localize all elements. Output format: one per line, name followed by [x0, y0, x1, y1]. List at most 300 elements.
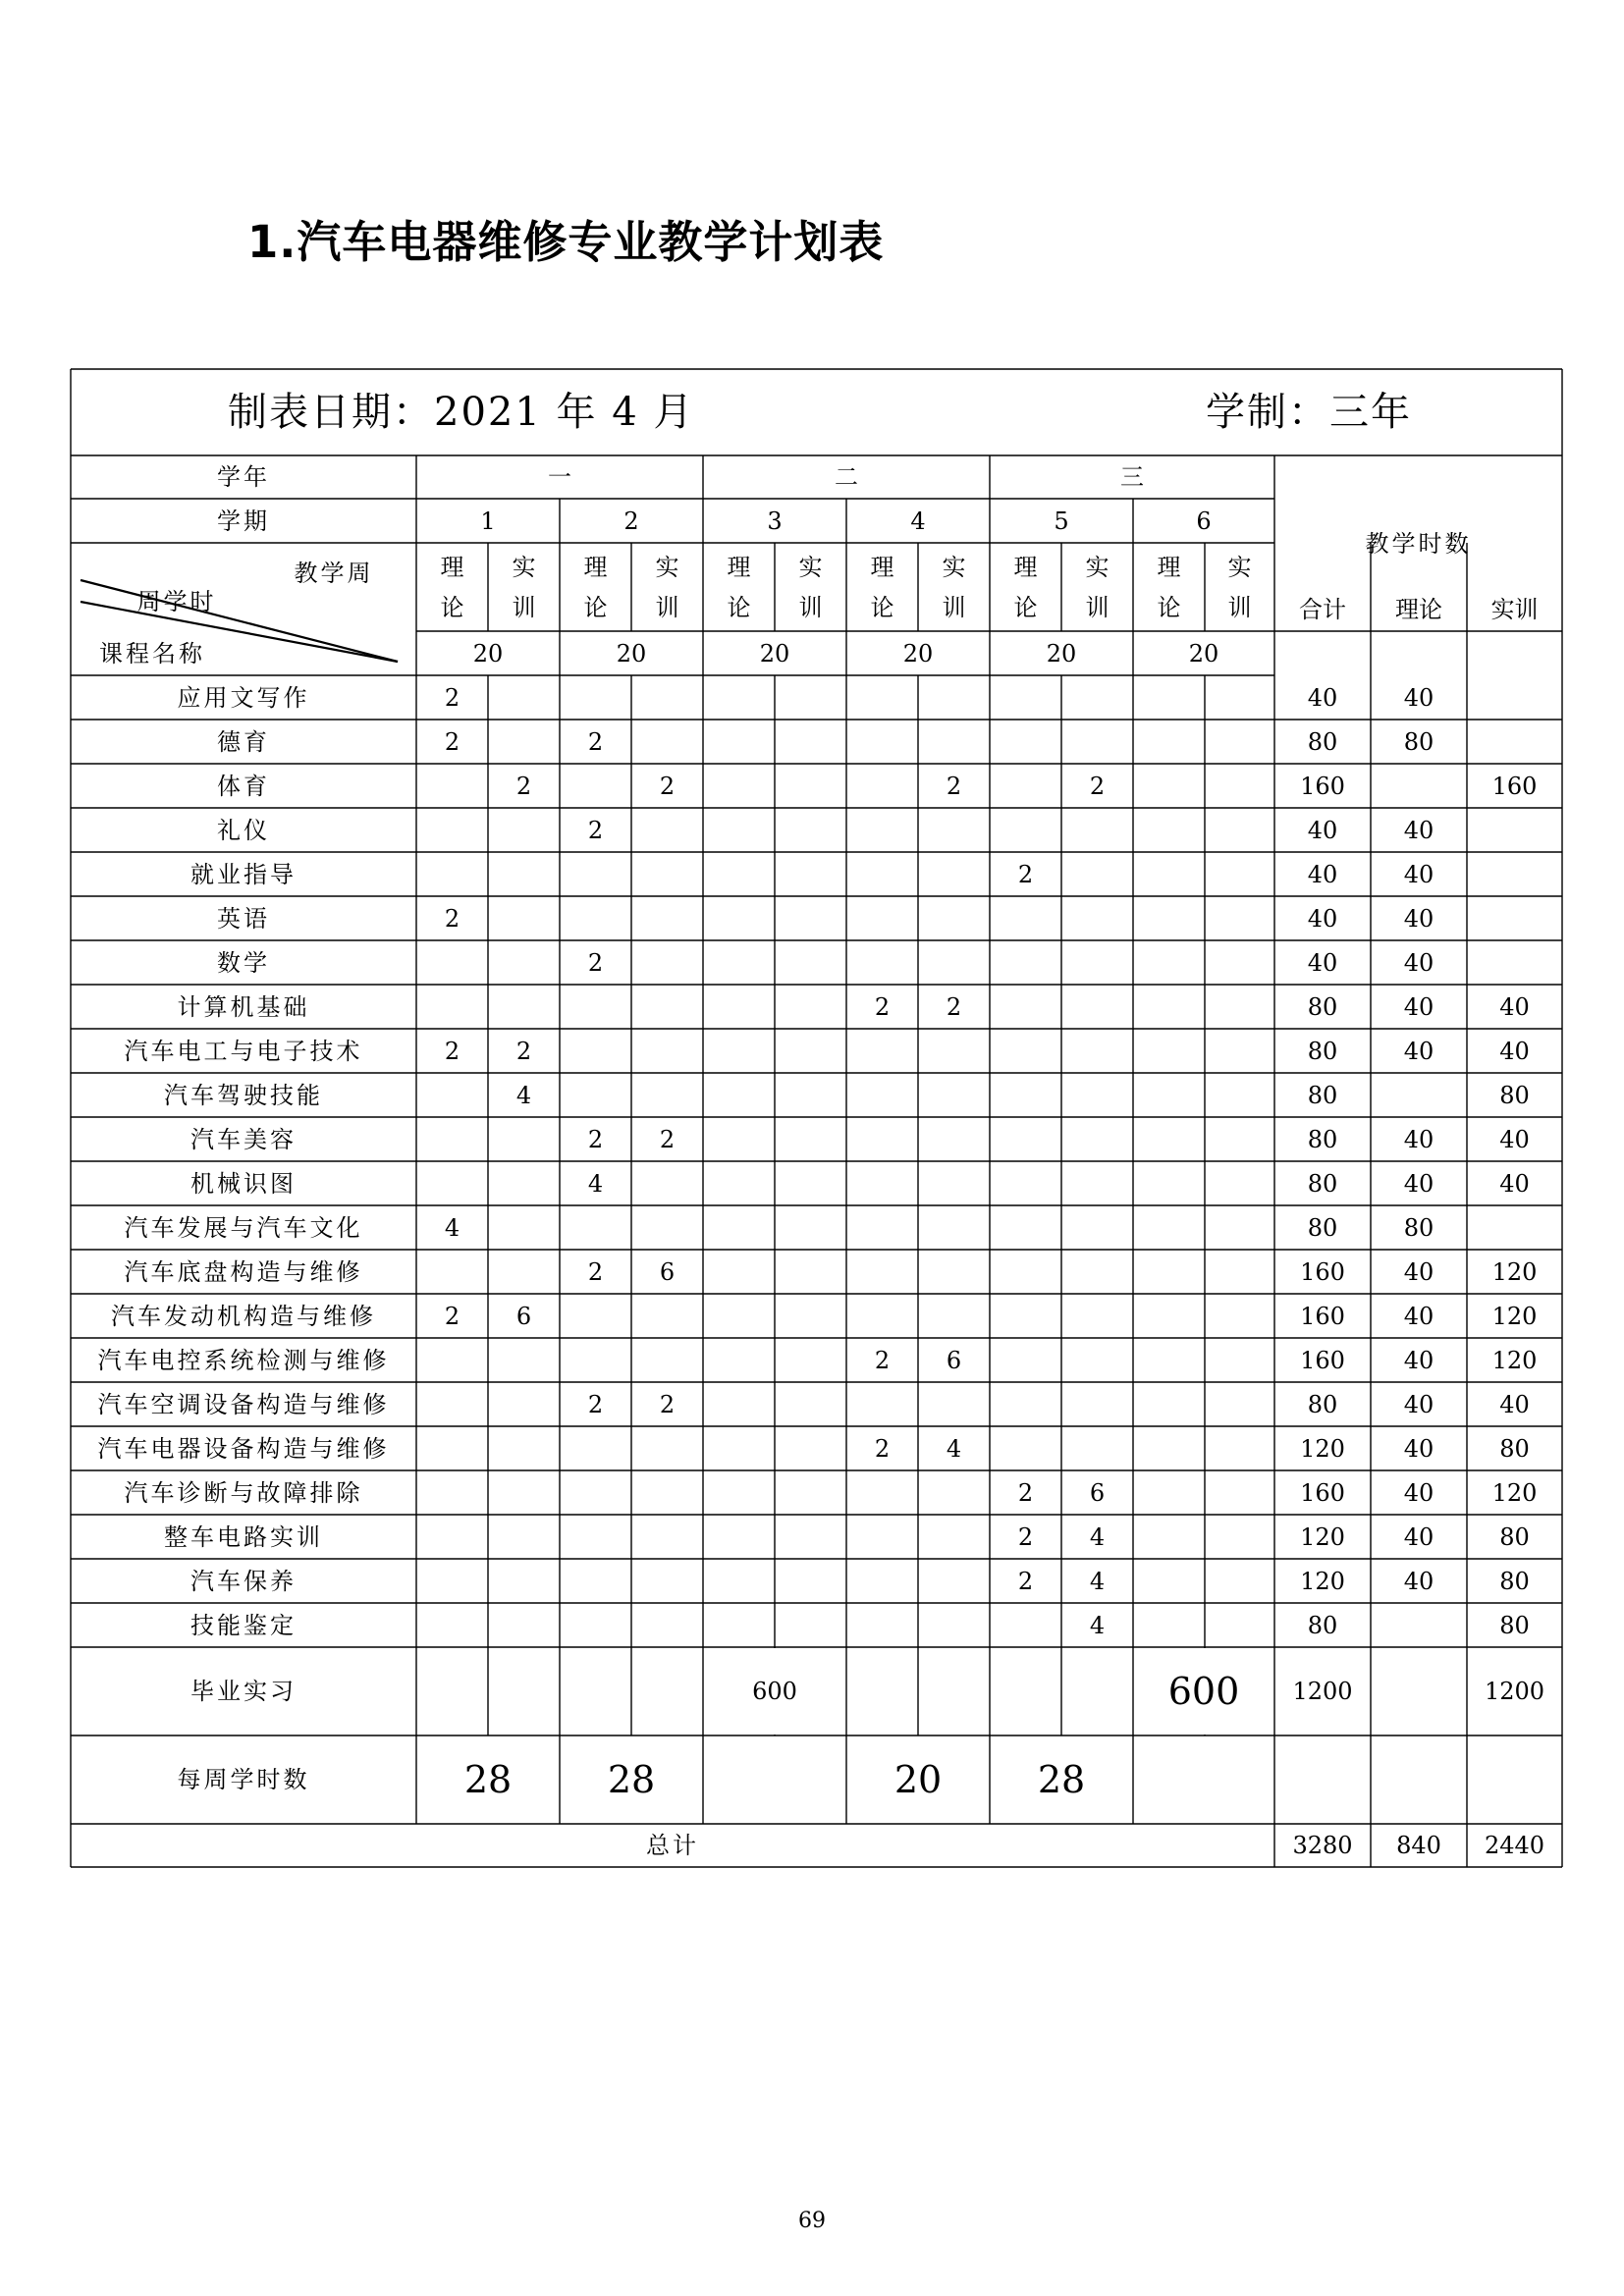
theory-char: 理 — [440, 553, 464, 581]
course-name: 机械识图 — [190, 1169, 297, 1198]
weekly-hours-cell — [1205, 1426, 1274, 1470]
total-hours: 80 — [1307, 1125, 1338, 1153]
theory-char: 论 — [727, 593, 751, 621]
weekly-hours-cell — [416, 985, 488, 1029]
course-name: 汽车诊断与故障排除 — [124, 1478, 363, 1507]
theory-char: 论 — [440, 593, 464, 621]
weekly-hours-cell — [488, 1559, 560, 1603]
weekly-hours-cell: 2 — [515, 772, 532, 800]
weekly-hours-cell — [488, 720, 560, 764]
course-name: 汽车保养 — [190, 1567, 297, 1595]
weekly-hours-cell — [488, 1426, 560, 1470]
total-hours: 160 — [1300, 772, 1345, 800]
weekly-hours-cell — [775, 675, 846, 720]
weekly-hours-cell: 2 — [587, 948, 604, 977]
internship-practice: 1200 — [1484, 1678, 1545, 1705]
weekly-hours-cell — [1205, 1161, 1274, 1205]
weekly-hours-cell — [846, 808, 918, 852]
internship-theory — [1371, 1647, 1467, 1735]
weekly-hours-cell — [416, 1250, 488, 1294]
total-hours: 80 — [1307, 1390, 1338, 1418]
weekly-hours-cell — [918, 1603, 990, 1647]
weekly-hours-cell — [990, 1205, 1061, 1250]
weekly-hours-cell: 2 — [587, 1257, 604, 1286]
weekly-hours-label: 每周学时数 — [177, 1766, 310, 1793]
weekly-hours-cell — [775, 896, 846, 940]
practice-hours — [1467, 808, 1562, 852]
weekly-hours-cell — [1061, 1294, 1133, 1338]
weekly-hours-cell — [1061, 1029, 1133, 1073]
weekly-hours-cell — [990, 1161, 1061, 1205]
weekly-hours-cell — [990, 940, 1061, 985]
total-col-header: 理论 — [1395, 595, 1442, 623]
weekly-hours-cell — [1205, 852, 1274, 896]
theory-hours: 40 — [1403, 1125, 1435, 1153]
practice-hours: 80 — [1499, 1081, 1530, 1109]
weekly-hours-cell — [1133, 852, 1205, 896]
weekly-hours-cell — [560, 852, 631, 896]
weekly-hours-cell — [846, 1205, 918, 1250]
theory-hours: 40 — [1403, 904, 1435, 933]
weekly-hours-cell — [416, 1559, 488, 1603]
weekly-hours-cell — [560, 1205, 631, 1250]
weekly-hours-cell — [488, 1161, 560, 1205]
course-name: 礼仪 — [217, 816, 270, 844]
weekly-hours-cell — [1205, 1603, 1274, 1647]
internship-term6: 600 — [1167, 1670, 1240, 1713]
theory-subheader — [990, 543, 1061, 631]
practice-hours: 40 — [1499, 1390, 1530, 1418]
weekly-hours-cell — [846, 720, 918, 764]
school-system: 学制：三年 — [1206, 390, 1412, 435]
weekly-hours-cell — [1205, 675, 1274, 720]
theory-hours: 40 — [1403, 683, 1435, 712]
weekly-hours-cell — [990, 1294, 1061, 1338]
weekly-hours-cell: 4 — [444, 1213, 460, 1242]
theory-char: 论 — [1013, 593, 1038, 621]
weekly-hours-cell — [1133, 808, 1205, 852]
weeks-count: 20 — [1046, 639, 1077, 667]
theory-hours: 40 — [1403, 1567, 1435, 1595]
weekly-hours-cell — [703, 675, 775, 720]
term-label: 学期 — [217, 507, 270, 535]
weekly-hours-cell — [488, 1470, 560, 1515]
weekly-hours-cell: 2 — [444, 1037, 460, 1065]
course-name: 汽车驾驶技能 — [164, 1081, 323, 1109]
weekly-hours-cell — [1133, 1559, 1205, 1603]
weekly-hours-cell — [488, 1250, 560, 1294]
practice-hours: 40 — [1499, 992, 1530, 1021]
weekly-total — [1133, 1735, 1274, 1824]
weekly-hours-cell — [1133, 985, 1205, 1029]
practice-hours: 120 — [1491, 1302, 1538, 1330]
weekly-hours-cell — [990, 1250, 1061, 1294]
weeks-count: 20 — [902, 639, 934, 667]
total-hours: 160 — [1300, 1302, 1345, 1330]
weekly-hours-cell — [846, 1294, 918, 1338]
weekly-total: 28 — [607, 1758, 656, 1801]
weekly-hours-cell — [1061, 808, 1133, 852]
weekly-hours-cell — [560, 1338, 631, 1382]
weekly-hours-cell — [560, 1559, 631, 1603]
weekly-hours-cell — [775, 1205, 846, 1250]
weekly-hours-cell: 2 — [946, 992, 962, 1021]
weekly-hours-cell — [990, 896, 1061, 940]
weekly-hours-cell — [990, 1603, 1061, 1647]
weekly-hours-cell — [703, 1073, 775, 1117]
weekly-hours-cell — [631, 1294, 703, 1338]
total-hours: 160 — [1300, 1257, 1345, 1286]
weekly-hours-cell — [918, 1029, 990, 1073]
weekly-hours-cell — [488, 1205, 560, 1250]
theory-char: 理 — [1157, 553, 1181, 581]
weekly-hours-cell — [1205, 1205, 1274, 1250]
weekly-hours-cell — [1205, 1117, 1274, 1161]
weekly-hours-cell — [1061, 675, 1133, 720]
practice-hours — [1467, 675, 1562, 720]
weekly-hours-cell — [560, 1515, 631, 1559]
practice-hours: 120 — [1491, 1346, 1538, 1374]
total-col-header: 合计 — [1299, 595, 1346, 623]
theory-char: 理 — [870, 553, 894, 581]
weekly-hours-cell — [775, 1250, 846, 1294]
weekly-hours-cell — [775, 1338, 846, 1382]
weekly-hours-cell — [1205, 1382, 1274, 1426]
weekly-hours-cell — [1133, 1294, 1205, 1338]
weekly-hours-cell — [631, 852, 703, 896]
theory-char: 理 — [583, 553, 608, 581]
weekly-hours-cell — [631, 1515, 703, 1559]
total-hours: 160 — [1300, 1346, 1345, 1374]
theory-hours — [1371, 1073, 1467, 1117]
total-hours: 80 — [1307, 1213, 1338, 1242]
internship-term3: 600 — [752, 1678, 797, 1705]
weekly-hours-cell — [846, 852, 918, 896]
weekly-hours-cell: 2 — [444, 904, 460, 933]
weekly-hours-cell — [918, 852, 990, 896]
weekly-hours-cell: 2 — [659, 1125, 676, 1153]
weekly-hours-cell — [1133, 1382, 1205, 1426]
weekly-hours-cell — [1205, 940, 1274, 985]
weekly-hours-cell — [703, 808, 775, 852]
weekly-hours-cell — [560, 1603, 631, 1647]
weekly-hours-cell: 2 — [444, 683, 460, 712]
weekly-hours-cell — [488, 1515, 560, 1559]
weekly-hours-cell — [846, 764, 918, 808]
total-hours: 80 — [1307, 1081, 1338, 1109]
theory-hours: 40 — [1403, 1169, 1435, 1198]
weekly-hours-cell — [1205, 808, 1274, 852]
weekly-hours-cell: 2 — [874, 992, 891, 1021]
weekly-total — [703, 1735, 846, 1824]
theory-hours: 40 — [1403, 1390, 1435, 1418]
course-name: 汽车空调设备构造与维修 — [97, 1390, 390, 1418]
practice-subheader — [918, 543, 990, 631]
weekly-hours-cell — [703, 896, 775, 940]
weekly-hours-cell — [1061, 720, 1133, 764]
practice-hours: 40 — [1499, 1125, 1530, 1153]
weekly-hours-cell — [846, 940, 918, 985]
course-name: 汽车发展与汽车文化 — [124, 1213, 363, 1242]
theory-hours: 80 — [1403, 1213, 1435, 1242]
weekly-hours-cell — [416, 940, 488, 985]
theory-hours: 40 — [1403, 1037, 1435, 1065]
weekly-hours-cell — [1061, 985, 1133, 1029]
weekly-hours-cell — [775, 1515, 846, 1559]
grand-practice: 2440 — [1484, 1832, 1545, 1859]
weekly-hours-cell: 2 — [1089, 772, 1106, 800]
weekly-hours-cell — [631, 1029, 703, 1073]
practice-hours — [1467, 940, 1562, 985]
weekly-hours-cell — [1205, 720, 1274, 764]
course-name: 英语 — [217, 904, 270, 933]
course-name: 应用文写作 — [177, 683, 310, 712]
weekly-hours-cell: 2 — [659, 1390, 676, 1418]
course-name: 体育 — [217, 772, 270, 800]
practice-hours — [1467, 720, 1562, 764]
weekly-hours-cell — [703, 940, 775, 985]
weekly-hours-cell — [990, 1117, 1061, 1161]
weekly-hours-cell — [918, 1515, 990, 1559]
weekly-hours-cell — [918, 1073, 990, 1117]
weekly-hours-cell — [1061, 896, 1133, 940]
practice-hours: 160 — [1491, 772, 1538, 800]
weekly-hours-cell — [775, 1382, 846, 1426]
weekly-hours-cell — [560, 985, 631, 1029]
weekly-hours-cell — [775, 764, 846, 808]
weekly-hours-cell — [775, 1161, 846, 1205]
weekly-hours-cell — [990, 808, 1061, 852]
practice-char: 训 — [942, 593, 966, 621]
weekly-hours-cell — [631, 1205, 703, 1250]
weekly-hours-cell: 2 — [1017, 1522, 1034, 1551]
weekly-hours-cell — [846, 675, 918, 720]
practice-char: 实 — [1085, 553, 1110, 581]
weekly-total: 20 — [893, 1758, 943, 1801]
total-hours: 80 — [1307, 1037, 1338, 1065]
total-col-header: 实训 — [1490, 595, 1539, 623]
weekly-hours-cell — [1133, 764, 1205, 808]
weekly-hours-cell — [488, 852, 560, 896]
practice-hours: 80 — [1499, 1522, 1530, 1551]
practice-hours — [1467, 852, 1562, 896]
total-hours: 40 — [1307, 904, 1338, 933]
weekly-hours-cell — [703, 1250, 775, 1294]
practice-char: 训 — [1085, 593, 1110, 621]
weekly-hours-cell — [703, 1205, 775, 1250]
course-name: 计算机基础 — [177, 992, 310, 1021]
year-header: 二 — [835, 463, 858, 491]
weekly-hours-cell — [1061, 1117, 1133, 1161]
practice-char: 实 — [1227, 553, 1252, 581]
theory-hours: 80 — [1403, 727, 1435, 756]
practice-char: 训 — [655, 593, 679, 621]
grand-total-label: 总计 — [646, 1832, 699, 1859]
weekly-hours-cell — [416, 1338, 488, 1382]
course-name: 德育 — [217, 727, 270, 756]
weekly-hours-cell — [631, 1559, 703, 1603]
weekly-hours-cell — [488, 1603, 560, 1647]
weekly-hours-cell — [703, 1603, 775, 1647]
weekly-hours-cell — [416, 808, 488, 852]
weekly-hours-cell — [488, 808, 560, 852]
weekly-hours-cell — [703, 1294, 775, 1338]
practice-hours: 40 — [1499, 1169, 1530, 1198]
weekly-hours-cell — [416, 1073, 488, 1117]
weekly-hours-cell — [918, 1205, 990, 1250]
diagonal-label-hours: 周学时 — [136, 588, 217, 615]
weekly-hours-cell — [703, 720, 775, 764]
weekly-hours-cell — [918, 1294, 990, 1338]
practice-char: 训 — [1227, 593, 1252, 621]
weekly-hours-cell — [416, 1426, 488, 1470]
weekly-hours-cell — [1133, 1205, 1205, 1250]
theory-hours: 40 — [1403, 860, 1435, 888]
course-name: 汽车电工与电子技术 — [124, 1037, 363, 1065]
practice-hours: 120 — [1491, 1478, 1538, 1507]
weekly-hours-cell — [1205, 1470, 1274, 1515]
weekly-hours-cell: 2 — [874, 1434, 891, 1463]
weekly-hours-cell — [846, 1559, 918, 1603]
weekly-hours-cell — [1205, 896, 1274, 940]
practice-char: 训 — [798, 593, 823, 621]
weekly-hours-cell — [918, 1117, 990, 1161]
weekly-hours-cell — [846, 1515, 918, 1559]
practice-subheader — [631, 543, 703, 631]
weekly-hours-cell — [488, 675, 560, 720]
weekly-hours-cell — [1133, 1117, 1205, 1161]
weekly-hours-cell — [846, 1161, 918, 1205]
term-header: 4 — [910, 507, 926, 535]
weekly-hours-cell — [846, 1470, 918, 1515]
weekly-hours-cell — [703, 1515, 775, 1559]
weekly-hours-cell — [631, 808, 703, 852]
weekly-hours-cell — [703, 764, 775, 808]
weekly-hours-cell — [560, 896, 631, 940]
theory-hours: 40 — [1403, 992, 1435, 1021]
weekly-hours-cell — [560, 1029, 631, 1073]
theory-hours: 40 — [1403, 948, 1435, 977]
weekly-hours-cell — [631, 940, 703, 985]
weekly-hours-cell — [918, 1470, 990, 1515]
weekly-hours-cell — [918, 675, 990, 720]
year-header: 一 — [548, 463, 571, 491]
practice-hours: 40 — [1499, 1037, 1530, 1065]
total-hours: 40 — [1307, 948, 1338, 977]
weekly-hours-cell — [775, 1426, 846, 1470]
weekly-hours-cell — [846, 1029, 918, 1073]
weekly-hours-cell — [990, 720, 1061, 764]
weekly-hours-cell — [1133, 1250, 1205, 1294]
weeks-count: 20 — [472, 639, 504, 667]
weekly-hours-cell: 2 — [587, 1125, 604, 1153]
practice-char: 实 — [512, 553, 536, 581]
weekly-hours-cell — [846, 896, 918, 940]
total-hours: 160 — [1300, 1478, 1345, 1507]
weekly-hours-cell — [846, 1117, 918, 1161]
weekly-hours-cell — [488, 896, 560, 940]
weekly-hours-cell: 4 — [1089, 1567, 1106, 1595]
diagonal-label-course: 课程名称 — [99, 640, 205, 667]
weekly-total: 28 — [463, 1758, 513, 1801]
weekly-hours-cell — [416, 764, 488, 808]
weekly-hours-cell: 4 — [946, 1434, 962, 1463]
weekly-hours-cell — [703, 1382, 775, 1426]
weekly-hours-cell — [416, 852, 488, 896]
weekly-hours-cell — [703, 1426, 775, 1470]
weekly-hours-cell — [846, 1073, 918, 1117]
weekly-hours-cell — [560, 675, 631, 720]
practice-hours: 80 — [1499, 1611, 1530, 1639]
theory-subheader — [846, 543, 918, 631]
weekly-hours-cell: 2 — [1017, 1478, 1034, 1507]
practice-hours: 80 — [1499, 1434, 1530, 1463]
weekly-hours-cell — [631, 675, 703, 720]
theory-hours: 40 — [1403, 1302, 1435, 1330]
grand-total: 3280 — [1292, 1832, 1353, 1859]
weekly-hours-cell — [775, 1029, 846, 1073]
course-name: 就业指导 — [190, 860, 297, 888]
weekly-hours-cell — [990, 1073, 1061, 1117]
theory-char: 论 — [1157, 593, 1181, 621]
weekly-hours-cell — [990, 764, 1061, 808]
weekly-hours-cell — [560, 1294, 631, 1338]
weeks-count: 20 — [616, 639, 647, 667]
course-name: 数学 — [217, 948, 270, 977]
weeks-count: 20 — [1188, 639, 1219, 667]
weekly-hours-cell — [990, 985, 1061, 1029]
weekly-hours-cell — [1205, 1029, 1274, 1073]
practice-subheader — [488, 543, 560, 631]
weekly-hours-cell — [703, 1470, 775, 1515]
weekly-hours-cell — [416, 1515, 488, 1559]
weekly-hours-cell — [631, 1161, 703, 1205]
weekly-hours-cell — [775, 1294, 846, 1338]
weekly-hours-cell — [990, 675, 1061, 720]
weekly-hours-cell — [1061, 852, 1133, 896]
weekly-hours-cell — [703, 1338, 775, 1382]
weekly-hours-cell — [416, 1161, 488, 1205]
weekly-hours-cell — [1061, 1382, 1133, 1426]
weekly-hours-cell — [990, 1029, 1061, 1073]
weekly-hours-cell — [1061, 940, 1133, 985]
weekly-hours-cell — [1205, 1338, 1274, 1382]
theory-hours: 40 — [1403, 1478, 1435, 1507]
theory-subheader — [416, 543, 488, 631]
weekly-hours-cell — [1133, 940, 1205, 985]
weekly-hours-cell — [416, 1470, 488, 1515]
weekly-hours-cell — [703, 1029, 775, 1073]
weekly-hours-cell — [1133, 1338, 1205, 1382]
weekly-hours-cell: 2 — [587, 727, 604, 756]
weekly-hours-cell — [918, 940, 990, 985]
total-hours: 120 — [1300, 1522, 1345, 1551]
weekly-hours-cell — [631, 1470, 703, 1515]
weekly-hours-cell: 4 — [1089, 1611, 1106, 1639]
weekly-hours-cell — [990, 1382, 1061, 1426]
weekly-hours-cell — [631, 896, 703, 940]
theory-char: 理 — [727, 553, 751, 581]
theory-hours: 40 — [1403, 1434, 1435, 1463]
total-hours: 80 — [1307, 992, 1338, 1021]
weekly-hours-cell — [918, 1161, 990, 1205]
weekly-hours-cell — [1061, 1338, 1133, 1382]
practice-hours — [1467, 896, 1562, 940]
weekly-hours-cell — [775, 1470, 846, 1515]
practice-subheader — [1061, 543, 1133, 631]
weekly-hours-cell — [631, 1073, 703, 1117]
weekly-hours-cell — [488, 940, 560, 985]
